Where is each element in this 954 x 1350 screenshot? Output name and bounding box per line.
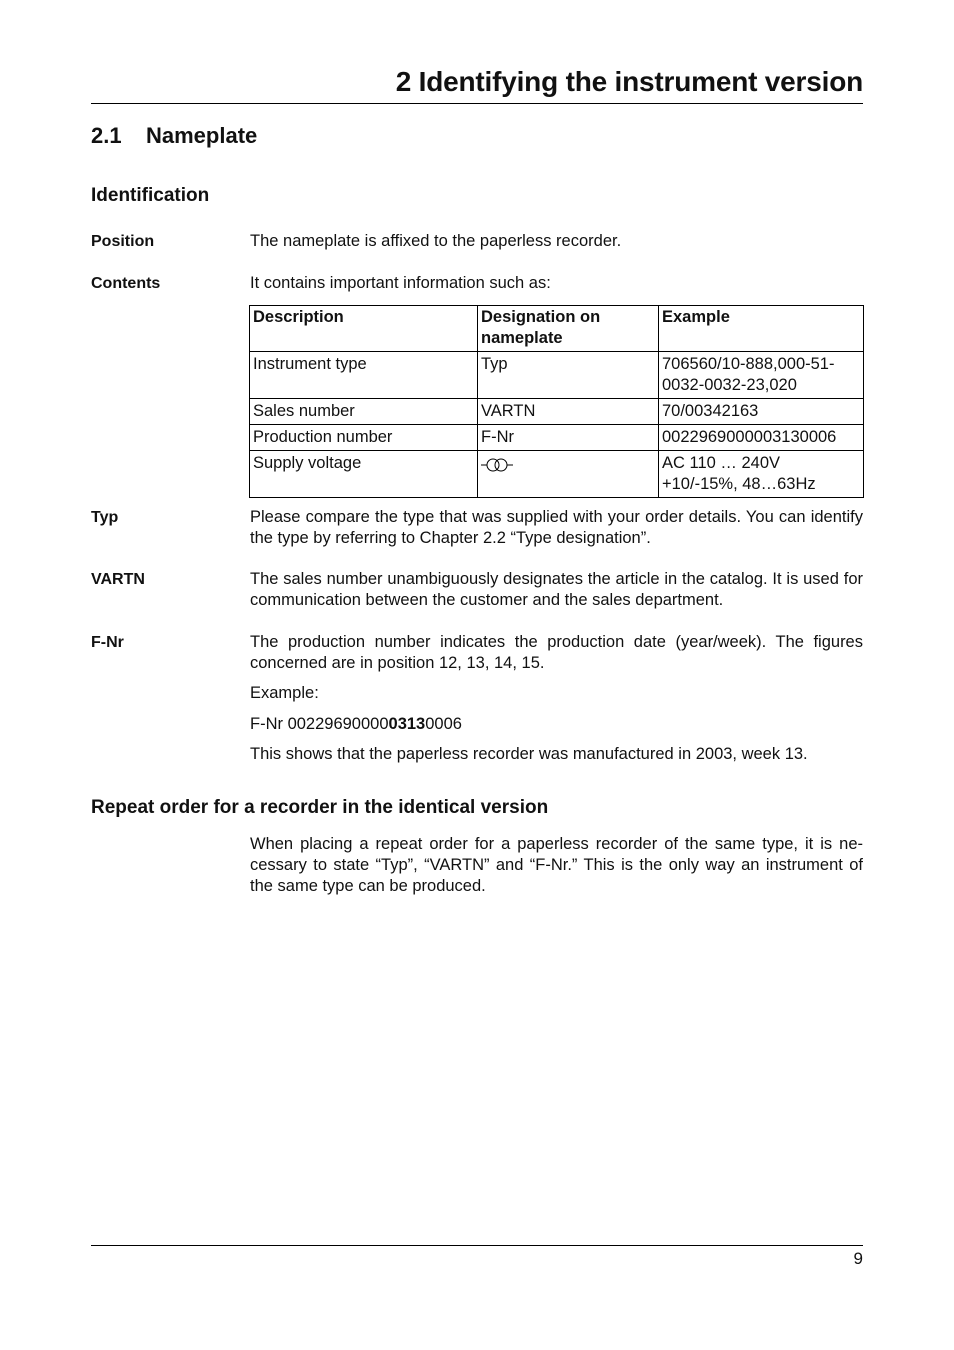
fnr-example-suffix: 0006 [425,715,462,733]
table-cell: AC 110 … 240V +10/-15%, 48…63Hz [659,451,864,498]
contents-text: It contains important information such as: [250,274,551,292]
table-cell: Sales number [250,399,478,425]
table-cell: Production number [250,425,478,451]
typ-label: Typ [91,509,119,526]
table-cell: 706560/10-888,000-51-0032-0032-23,020 [659,352,864,399]
section-number: 2.1 [91,123,122,148]
table-cell: Typ [478,352,659,399]
table-cell [478,451,659,498]
header-designation: Designation on nameplate [478,306,659,352]
example-label: Example: [250,684,319,702]
table-row [250,352,864,399]
section-name: Nameplate [146,123,258,148]
chapter-title: 2 Identifying the instrument version [395,66,863,97]
contents-label: Contents [91,275,161,292]
repeat-order-heading: Repeat order for a recorder in the identical version [91,797,549,818]
fnr-label: F-Nr [91,634,124,651]
table-cell: VARTN [478,399,659,425]
table-cell: Supply voltage [250,451,478,498]
fnr-example [250,714,863,735]
table-cell: 0022969000003130006 [659,425,864,451]
header-description: Description [250,306,478,352]
fnr-conclusion: This shows that the paperless recorder was manufactured in 2003, week 13. [250,745,808,763]
repeat-order-text: When placing a repeat order for a paperless recorder of the same type, it is ne-cessary to state “Typ”, “VARTN” and “F-Nr.” This is the only way an instrument of the same type can be produced. [250,835,863,895]
table-cell: Instrument type [250,352,478,399]
nameplate-table [249,305,864,498]
fnr-text: The production number indicates the production date (year/week). The figures concerned are in position 12, 13, 14, 15. [250,633,863,672]
vartn-label: VARTN [91,571,145,588]
table-row [250,399,864,425]
fnr-example-prefix: F-Nr 00229690000 [250,715,389,733]
fnr-example-highlight: 0313 [388,715,426,733]
position-text: The nameplate is affixed to the paperless recorder. [250,232,622,250]
page-number: 9 [853,1249,863,1268]
section-title [91,123,257,149]
table-row [250,425,864,451]
transformer-icon [481,457,515,478]
position-label: Position [91,233,155,250]
identification-heading: Identification [91,185,210,206]
table-cell: 70/00342163 [659,399,864,425]
header-example: Example [659,306,864,352]
typ-text: Please compare the type that was supplied with your order details. You can identify the type by referring to Chapter 2.2 “Type designation”. [250,508,863,547]
footer-rule [91,1245,863,1246]
table-cell: F-Nr [478,425,659,451]
header-rule [91,103,863,104]
vartn-text: The sales number unambiguously designates the article in the catalog. It is used for communication between the customer and the sales department. [250,570,863,609]
table-row [250,451,864,498]
table-header-row [250,306,864,352]
